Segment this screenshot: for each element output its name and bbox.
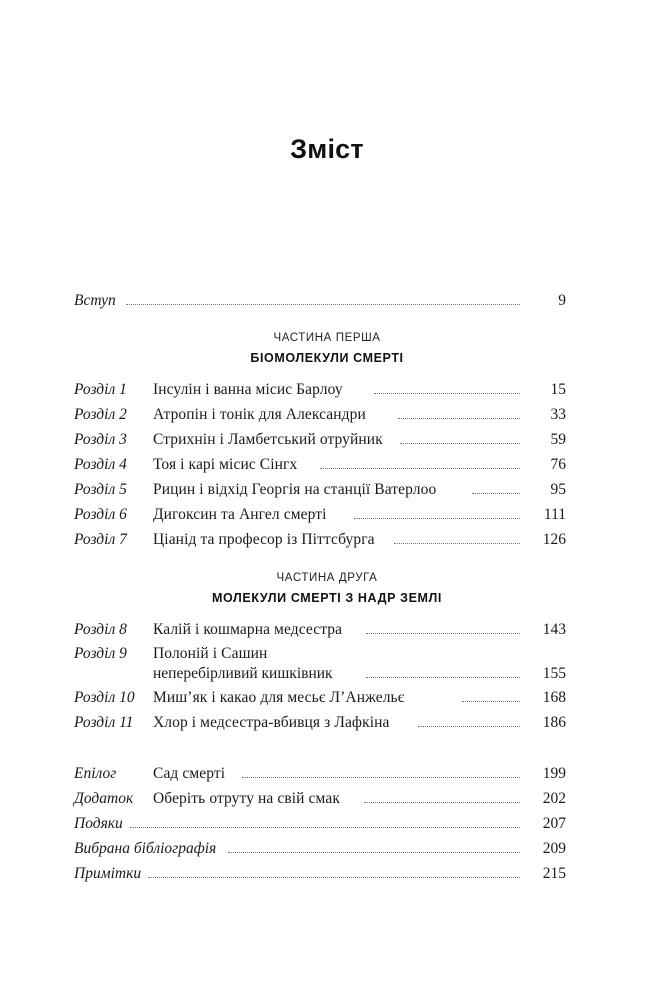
chapter-label: Розділ 6 xyxy=(74,506,127,523)
dot-leader xyxy=(130,827,520,828)
chapter-label: Розділ 3 xyxy=(74,431,127,448)
chapter-title: Рицин і відхід Георгія на станції Ватерлоо xyxy=(153,481,437,498)
page-number: 202 xyxy=(542,790,566,807)
chapter-title: Атропін і тонік для Александри xyxy=(153,406,366,423)
page-number: 33 xyxy=(550,406,566,423)
dot-leader xyxy=(394,543,520,544)
dot-leader xyxy=(320,468,520,469)
chapter-title: Стрихнін і Ламбетський отруйник xyxy=(153,431,383,448)
chapter-title: Полоній і Сашин xyxy=(153,645,268,662)
page-title: Зміст xyxy=(290,134,364,164)
part-label: ЧАСТИНА ПЕРША xyxy=(273,332,381,344)
entry-label: Подяки xyxy=(74,815,123,832)
part-title: МОЛЕКУЛИ СМЕРТІ З НАДР ЗЕМЛІ xyxy=(212,591,442,605)
page-number: 207 xyxy=(542,815,566,832)
page-number: 59 xyxy=(550,431,566,448)
dot-leader xyxy=(400,443,520,444)
entry-title: Оберіть отруту на свій смак xyxy=(153,790,340,807)
chapter-label: Розділ 5 xyxy=(74,481,127,498)
chapter-title: Хлор і медсестра-вбивця з Лафкіна xyxy=(153,714,390,731)
chapter-title: Ціанід та професор із Піттсбурга xyxy=(153,531,375,548)
page-number: 155 xyxy=(542,665,566,682)
dot-leader xyxy=(354,518,520,519)
chapter-title: Калій і кошмарна медсестра xyxy=(153,621,343,638)
chapter-label: Розділ 8 xyxy=(74,621,127,638)
page-number: 111 xyxy=(543,506,566,523)
page-number: 215 xyxy=(542,865,566,882)
dot-leader xyxy=(242,777,520,778)
page-number: 126 xyxy=(542,531,566,548)
dot-leader xyxy=(228,852,520,853)
chapter-label: Розділ 11 xyxy=(74,714,134,731)
part-label: ЧАСТИНА ДРУГА xyxy=(276,572,378,584)
chapter-title: Інсулін і ванна місис Барлоу xyxy=(153,381,343,398)
dot-leader xyxy=(374,393,520,394)
entry-label: Вступ xyxy=(74,292,116,309)
page-number: 143 xyxy=(542,621,566,638)
page-number: 15 xyxy=(550,381,566,398)
page-number: 168 xyxy=(542,689,566,706)
chapter-label: Розділ 1 xyxy=(74,381,127,398)
page-number: 199 xyxy=(542,765,566,782)
page-number: 76 xyxy=(550,456,566,473)
dot-leader xyxy=(364,802,520,803)
chapter-label: Розділ 4 xyxy=(74,456,127,473)
page-number: 186 xyxy=(542,714,566,731)
dot-leader xyxy=(126,304,520,305)
page-number: 209 xyxy=(542,840,566,857)
chapter-title: Дигоксин та Ангел смерті xyxy=(153,506,327,523)
dot-leader xyxy=(148,877,520,878)
chapter-label: Розділ 2 xyxy=(74,406,127,423)
page-number: 95 xyxy=(550,481,566,498)
page-number: 9 xyxy=(558,292,566,309)
entry-title: Сад смерті xyxy=(153,765,226,782)
entry-label: Примітки xyxy=(74,865,142,882)
dot-leader xyxy=(462,701,520,702)
entry-label: Епілог xyxy=(74,765,117,782)
chapter-title: Миш’як і какао для месьє Л’Анжельє xyxy=(153,689,405,706)
chapter-title: Тоя і карі місис Сінгх xyxy=(153,456,298,473)
dot-leader xyxy=(398,418,520,419)
chapter-label: Розділ 10 xyxy=(74,689,135,706)
dot-leader xyxy=(366,633,520,634)
dot-leader xyxy=(366,677,520,678)
chapter-title-continued: неперебірливий кишківник xyxy=(153,665,333,682)
chapter-label: Розділ 7 xyxy=(74,531,127,548)
dot-leader xyxy=(472,493,520,494)
dot-leader xyxy=(418,726,520,727)
entry-label: Додаток xyxy=(74,790,134,807)
part-title: БІОМОЛЕКУЛИ СМЕРТІ xyxy=(250,351,404,365)
entry-label: Вибрана бібліографія xyxy=(74,840,217,857)
chapter-label: Розділ 9 xyxy=(74,645,127,662)
